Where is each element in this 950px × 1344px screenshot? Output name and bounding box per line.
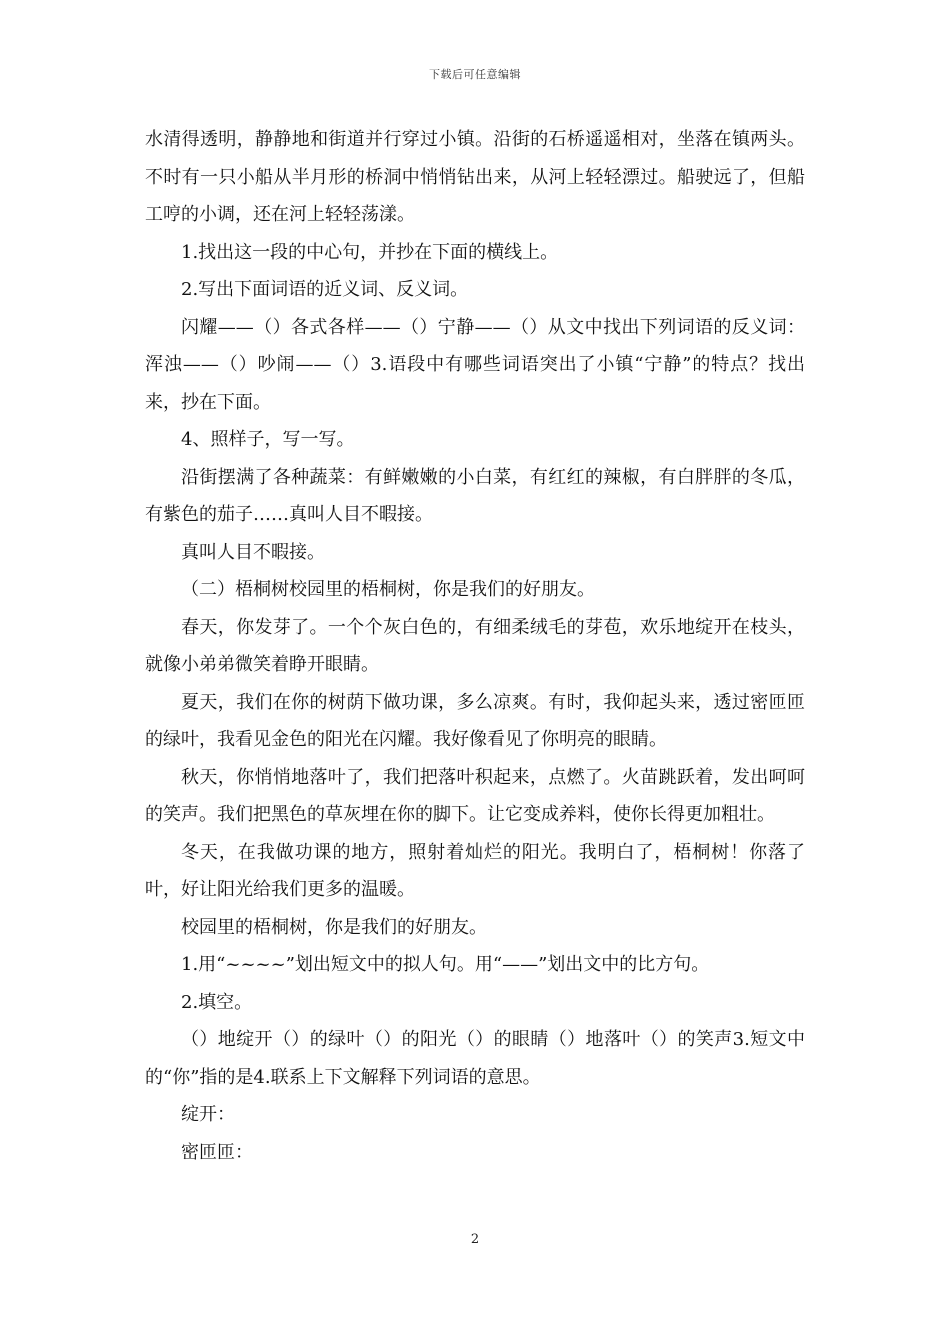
question-1-central-sentence: 1.找出这一段的中心句，并抄在下面的横线上。 <box>181 241 559 263</box>
fill-blank-items: （）地绽开（）的绿叶（）的阳光（）的眼睛（）地落叶（）的笑声3.短文中的“你”指的是4.联系上下文解释下列词语的意思。 <box>145 1029 805 1088</box>
example-phrase: 真叫人目不暇接。 <box>181 541 325 563</box>
question-word-list: 闪耀——（）各式各样——（）宁静——（）从文中找出下列词语的反义词：浑浊——（）吵闹——（）3.语段中有哪些词语突出了小镇“宁静”的特点？找出来，抄在下面。 <box>145 316 805 413</box>
paragraph-winter: 冬天，在我做功课的地方，照射着灿烂的阳光。我明白了，梧桐树！你落了叶，好让阳光给我们更多的温暖。 <box>145 841 805 900</box>
question-4-example: 4、照样子，写一写。 <box>181 429 355 450</box>
page-header: 下载后可任意编辑 <box>429 68 521 81</box>
question-2-fill-blank: 2.填空。 <box>181 991 253 1013</box>
example-sentence: 沿街摆满了各种蔬菜：有鲜嫩嫩的小白菜，有红红的辣椒，有白胖胖的冬瓜，有紫色的茄子……真叫人目不暇接。 <box>145 466 805 525</box>
word-mizaza: 密匝匝： <box>181 1141 253 1163</box>
paragraph-autumn: 秋天，你悄悄地落叶了，我们把落叶积起来，点燃了。火苗跳跃着，发出呵呵的笑声。我们把黑色的草灰埋在你的脚下。让它变成养料，使你长得更加粗壮。 <box>145 766 805 825</box>
document-body <box>145 121 805 1171</box>
question-1-underline: 1.用“~~~~”划出短文中的拟人句。用“——”划出文中的比方句。 <box>181 954 710 975</box>
page-number: 2 <box>470 1232 480 1247</box>
paragraph-spring: 春天，你发芽了。一个个灰白色的，有细柔绒毛的芽苞，欢乐地绽开在枝头，就像小弟弟微笑着睁开眼睛。 <box>145 616 805 675</box>
section-2-title: （二）梧桐树校园里的梧桐树，你是我们的好朋友。 <box>181 579 595 600</box>
word-zhankai: 绽开： <box>181 1104 235 1125</box>
paragraph-summer: 夏天，我们在你的树荫下做功课，多么凉爽。有时，我仰起头来，透过密匝匝的绿叶，我看见金色的阳光在闪耀。我好像看见了你明亮的眼睛。 <box>145 691 805 750</box>
question-2-synonyms: 2.写出下面词语的近义词、反义词。 <box>181 279 469 300</box>
paragraph-river-description: 水清得透明，静静地和街道并行穿过小镇。沿街的石桥遥遥相对，坐落在镇两头。不时有一只小船从半月形的桥洞中悄悄钻出来，从河上轻轻漂过。船驶远了，但船工哼的小调，还在河上轻轻荡漾。 <box>145 129 805 225</box>
paragraph-closing: 校园里的梧桐树，你是我们的好朋友。 <box>181 916 487 938</box>
